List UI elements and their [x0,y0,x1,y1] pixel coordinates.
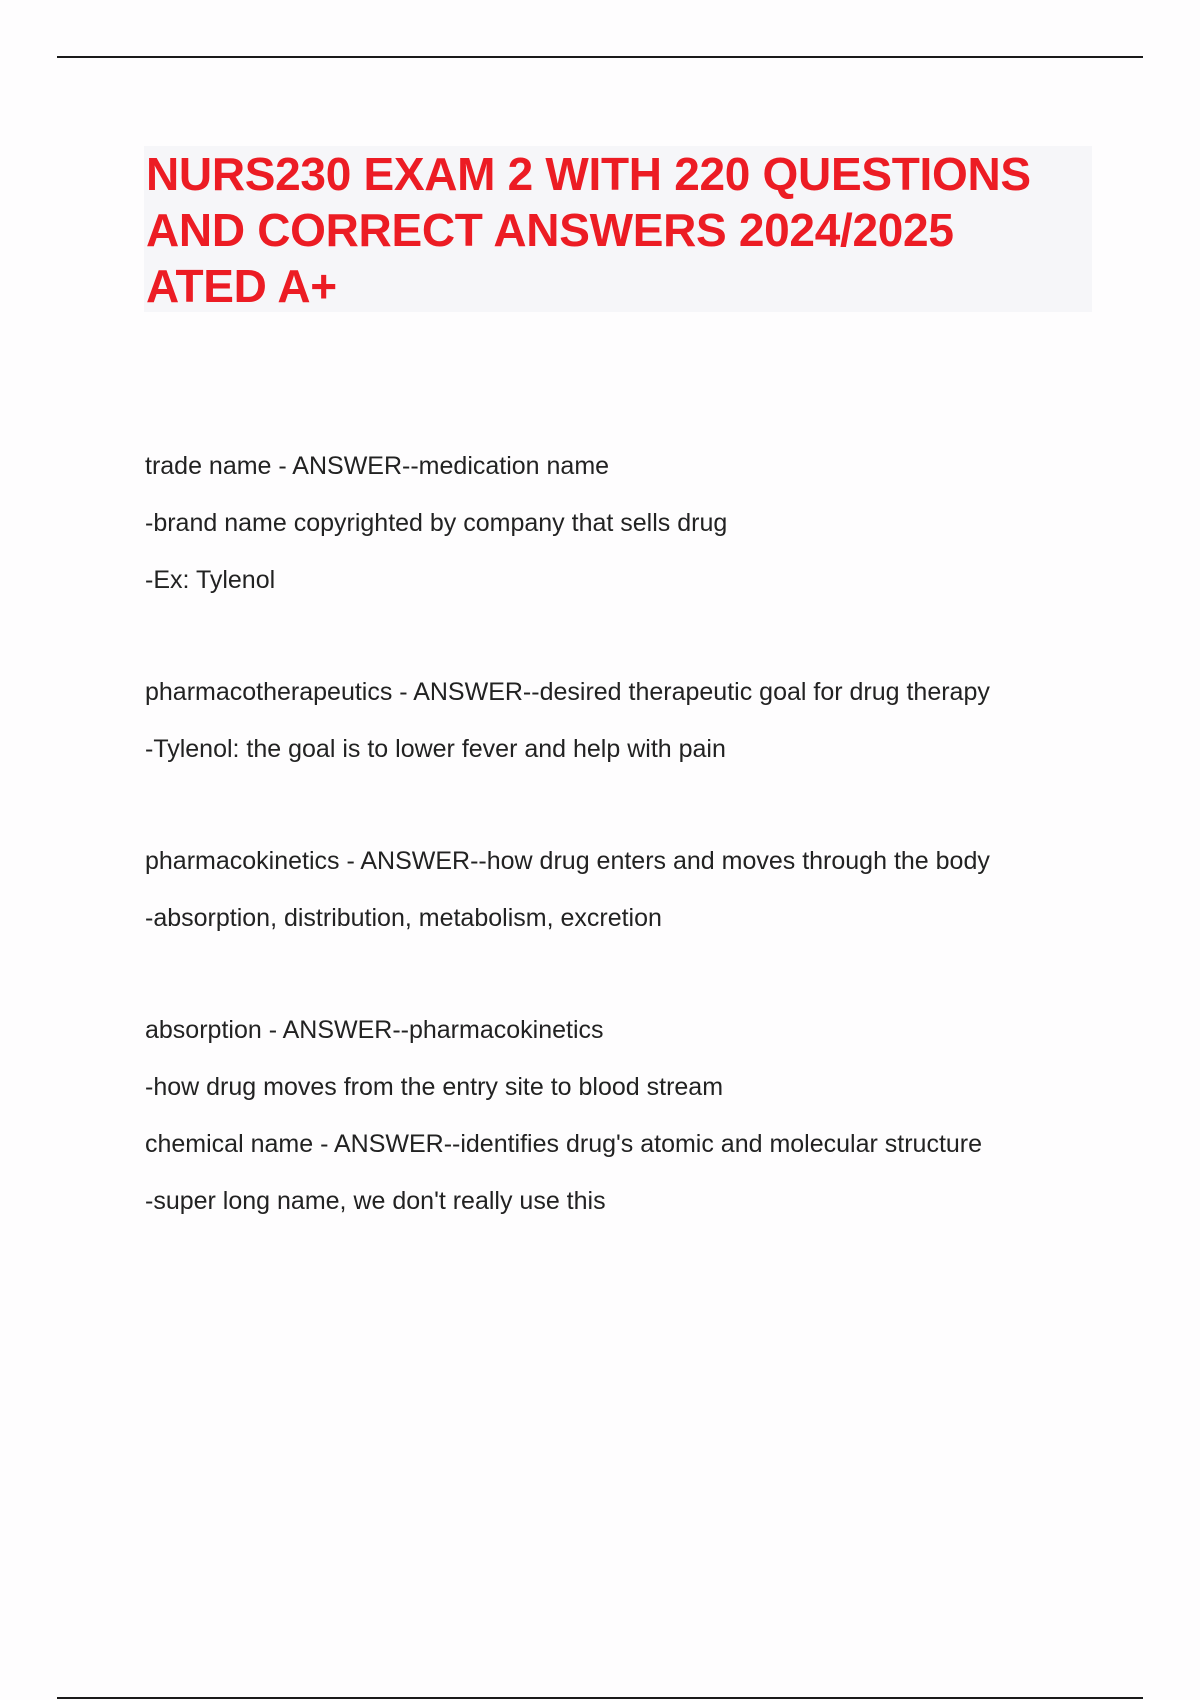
qa-entry [145,674,1065,767]
title-block [144,146,1092,312]
qa-content [145,448,1065,1240]
note-line: -absorption, distribution, metabolism, excretion [145,904,662,932]
entry-spacer [145,957,1065,1012]
note-line: -super long name, we don't really use this [145,1187,606,1215]
term-line: chemical name - ANSWER--identifies drug's atomic and molecular structure [145,1130,983,1158]
document-title: NURS230 EXAM 2 WITH 220 QUESTIONS AND CORRECT ANSWERS 2024/2025 ATED A+ [146,148,1031,312]
qa-entry [145,843,1065,936]
term-line: absorption - ANSWER--pharmacokinetics [145,1016,604,1044]
note-line: -how drug moves from the entry site to blood stream [145,1073,724,1101]
entry-spacer [145,619,1065,674]
term-line: pharmacotherapeutics - ANSWER--desired therapeutic goal for drug therapy [145,678,990,706]
qa-entry [145,1012,1065,1105]
term-line: pharmacokinetics - ANSWER--how drug enters and moves through the body [145,847,990,875]
qa-entry [145,1126,1065,1219]
entry-spacer [145,788,1065,843]
term-line: trade name - ANSWER--medication name [145,452,610,480]
note-line: -Ex: Tylenol [145,566,276,594]
header-rule [57,56,1143,58]
qa-entry [145,448,1065,598]
note-line: -Tylenol: the goal is to lower fever and help with pain [145,735,726,763]
footer-rule [57,1697,1143,1699]
note-line: -brand name copyrighted by company that sells drug [145,509,728,537]
